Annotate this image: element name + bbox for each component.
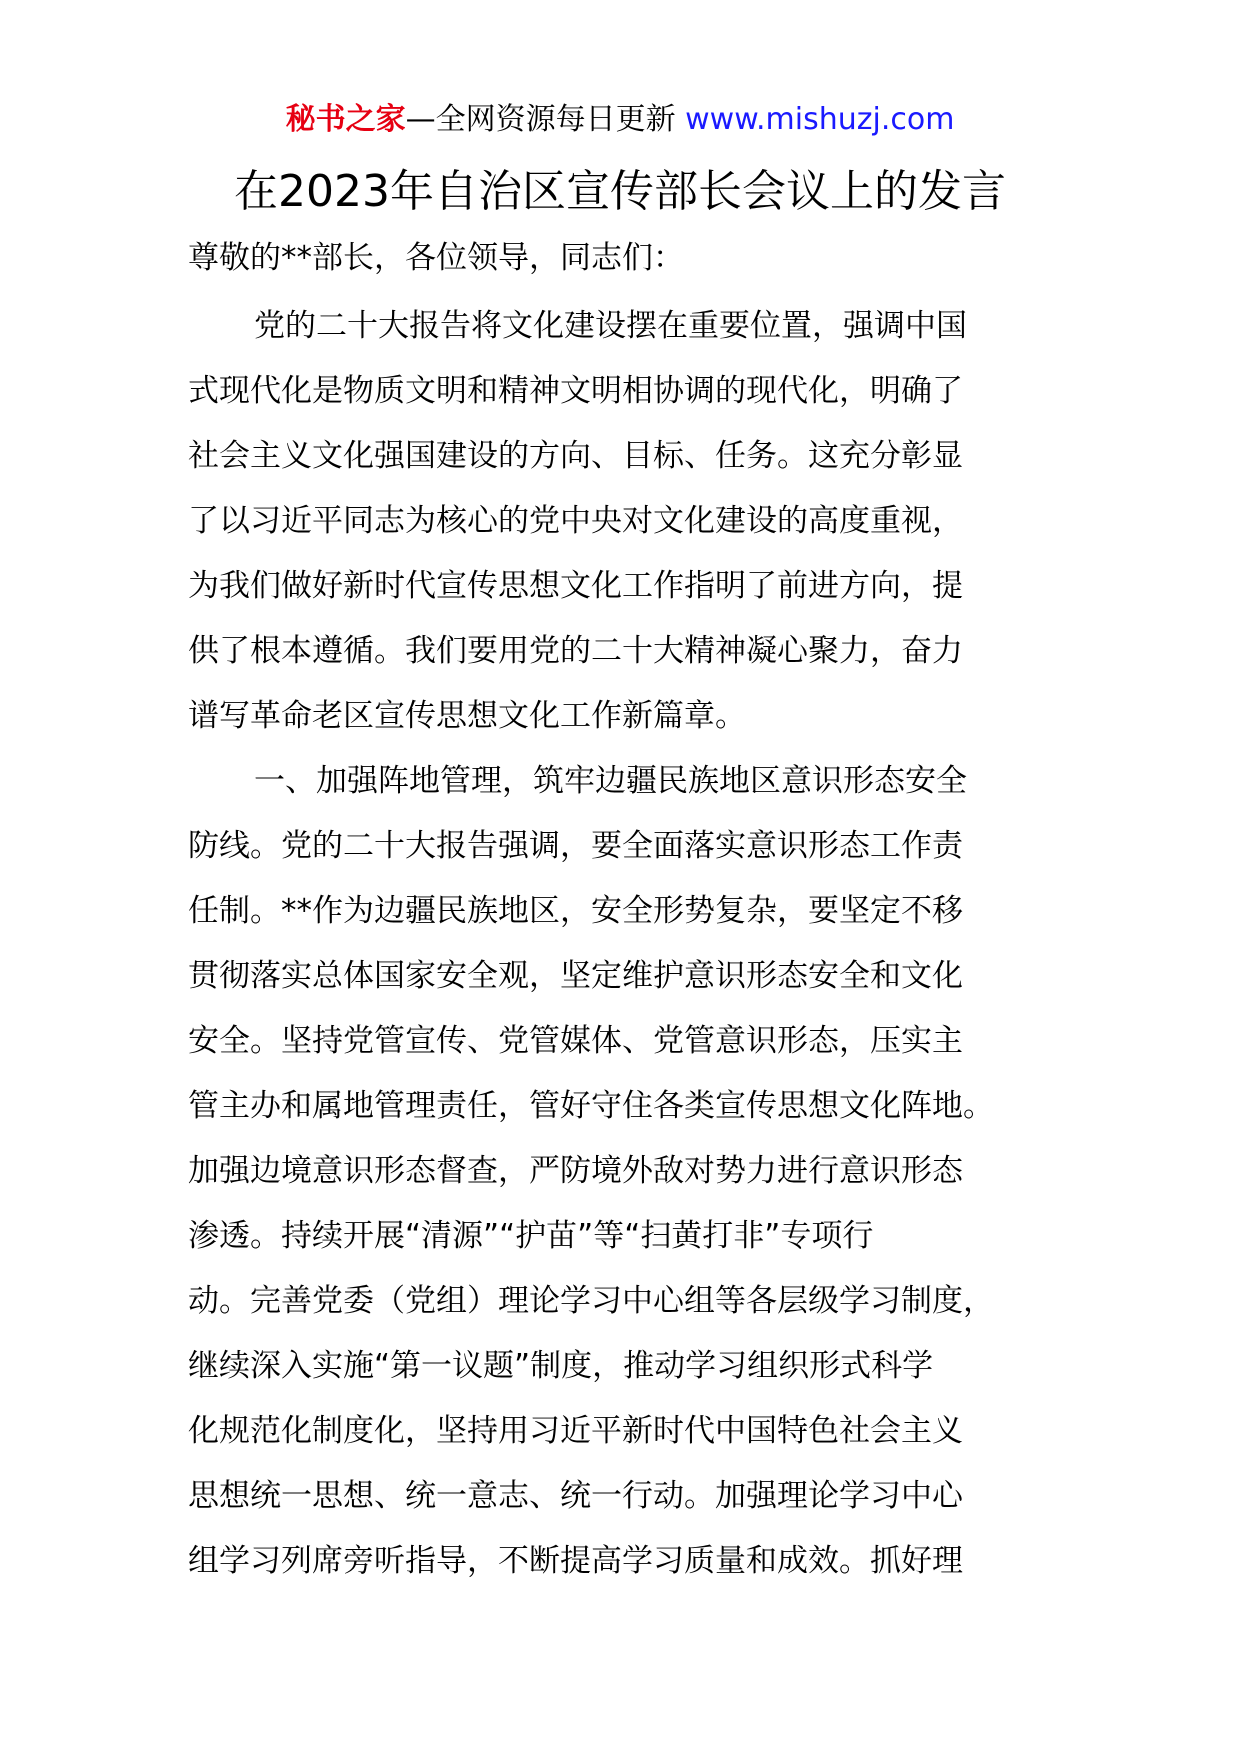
- paragraph-line: 加强边境意识形态督查，严防境外敌对势力进行意识形态: [188, 1153, 963, 1189]
- salutation: 尊敬的**部长，各位领导，同志们：: [188, 240, 684, 276]
- paragraph-line: 任制。**作为边疆民族地区，安全形势复杂，要坚定不移: [188, 893, 963, 929]
- site-tagline: —全网资源每日更新: [405, 102, 676, 137]
- paragraph-line: 为我们做好新时代宣传思想文化工作指明了前进方向，提: [188, 568, 963, 604]
- document-body: [188, 294, 1068, 1594]
- paragraph-line: 动。完善党委（党组）理论学习中心组等各层级学习制度，: [188, 1283, 994, 1319]
- paragraph-line: 安全。坚持党管宣传、党管媒体、党管意识形态，压实主: [188, 1023, 963, 1059]
- paragraph-line: 化规范化制度化，坚持用习近平新时代中国特色社会主义: [188, 1413, 963, 1449]
- paragraph-line: 组学习列席旁听指导，不断提高学习质量和成效。抓好理: [188, 1543, 963, 1579]
- site-url-link[interactable]: www.mishuzj.com: [685, 102, 955, 137]
- document-title: 在2023年自治区宣传部长会议上的发言: [234, 166, 1006, 217]
- paragraph-line: 管主办和属地管理责任，管好守住各类宣传思想文化阵地。: [188, 1088, 994, 1124]
- paragraph-section-one: [188, 749, 1068, 1594]
- paragraph-line: 党的二十大报告将文化建设摆在重要位置，强调中国: [254, 308, 967, 344]
- paragraph-line: 防线。党的二十大报告强调，要全面落实意识形态工作责: [188, 828, 963, 864]
- site-banner: [0, 98, 1240, 142]
- paragraph-line: 一、加强阵地管理，筑牢边疆民族地区意识形态安全: [254, 763, 967, 799]
- paragraph-line: 社会主义文化强国建设的方向、目标、任务。这充分彰显: [188, 438, 963, 474]
- paragraph-line: 贯彻落实总体国家安全观，坚定维护意识形态安全和文化: [188, 958, 963, 994]
- paragraph-line: 思想统一思想、统一意志、统一行动。加强理论学习中心: [188, 1478, 963, 1514]
- paragraph-line: 谱写革命老区宣传思想文化工作新篇章。: [188, 698, 746, 734]
- paragraph-line: 供了根本遵循。我们要用党的二十大精神凝心聚力，奋力: [188, 633, 963, 669]
- paragraph-line: 了以习近平同志为核心的党中央对文化建设的高度重视，: [188, 503, 963, 539]
- paragraph-line: 式现代化是物质文明和精神文明相协调的现代化，明确了: [188, 373, 963, 409]
- site-brand: 秘书之家: [285, 102, 406, 137]
- paragraph-line: 渗透。持续开展“清源”“护苗”等“扫黄打非”专项行: [188, 1218, 874, 1254]
- paragraph-line: 继续深入实施“第一议题”制度，推动学习组织形式科学: [188, 1348, 934, 1384]
- paragraph-intro: [188, 294, 1068, 749]
